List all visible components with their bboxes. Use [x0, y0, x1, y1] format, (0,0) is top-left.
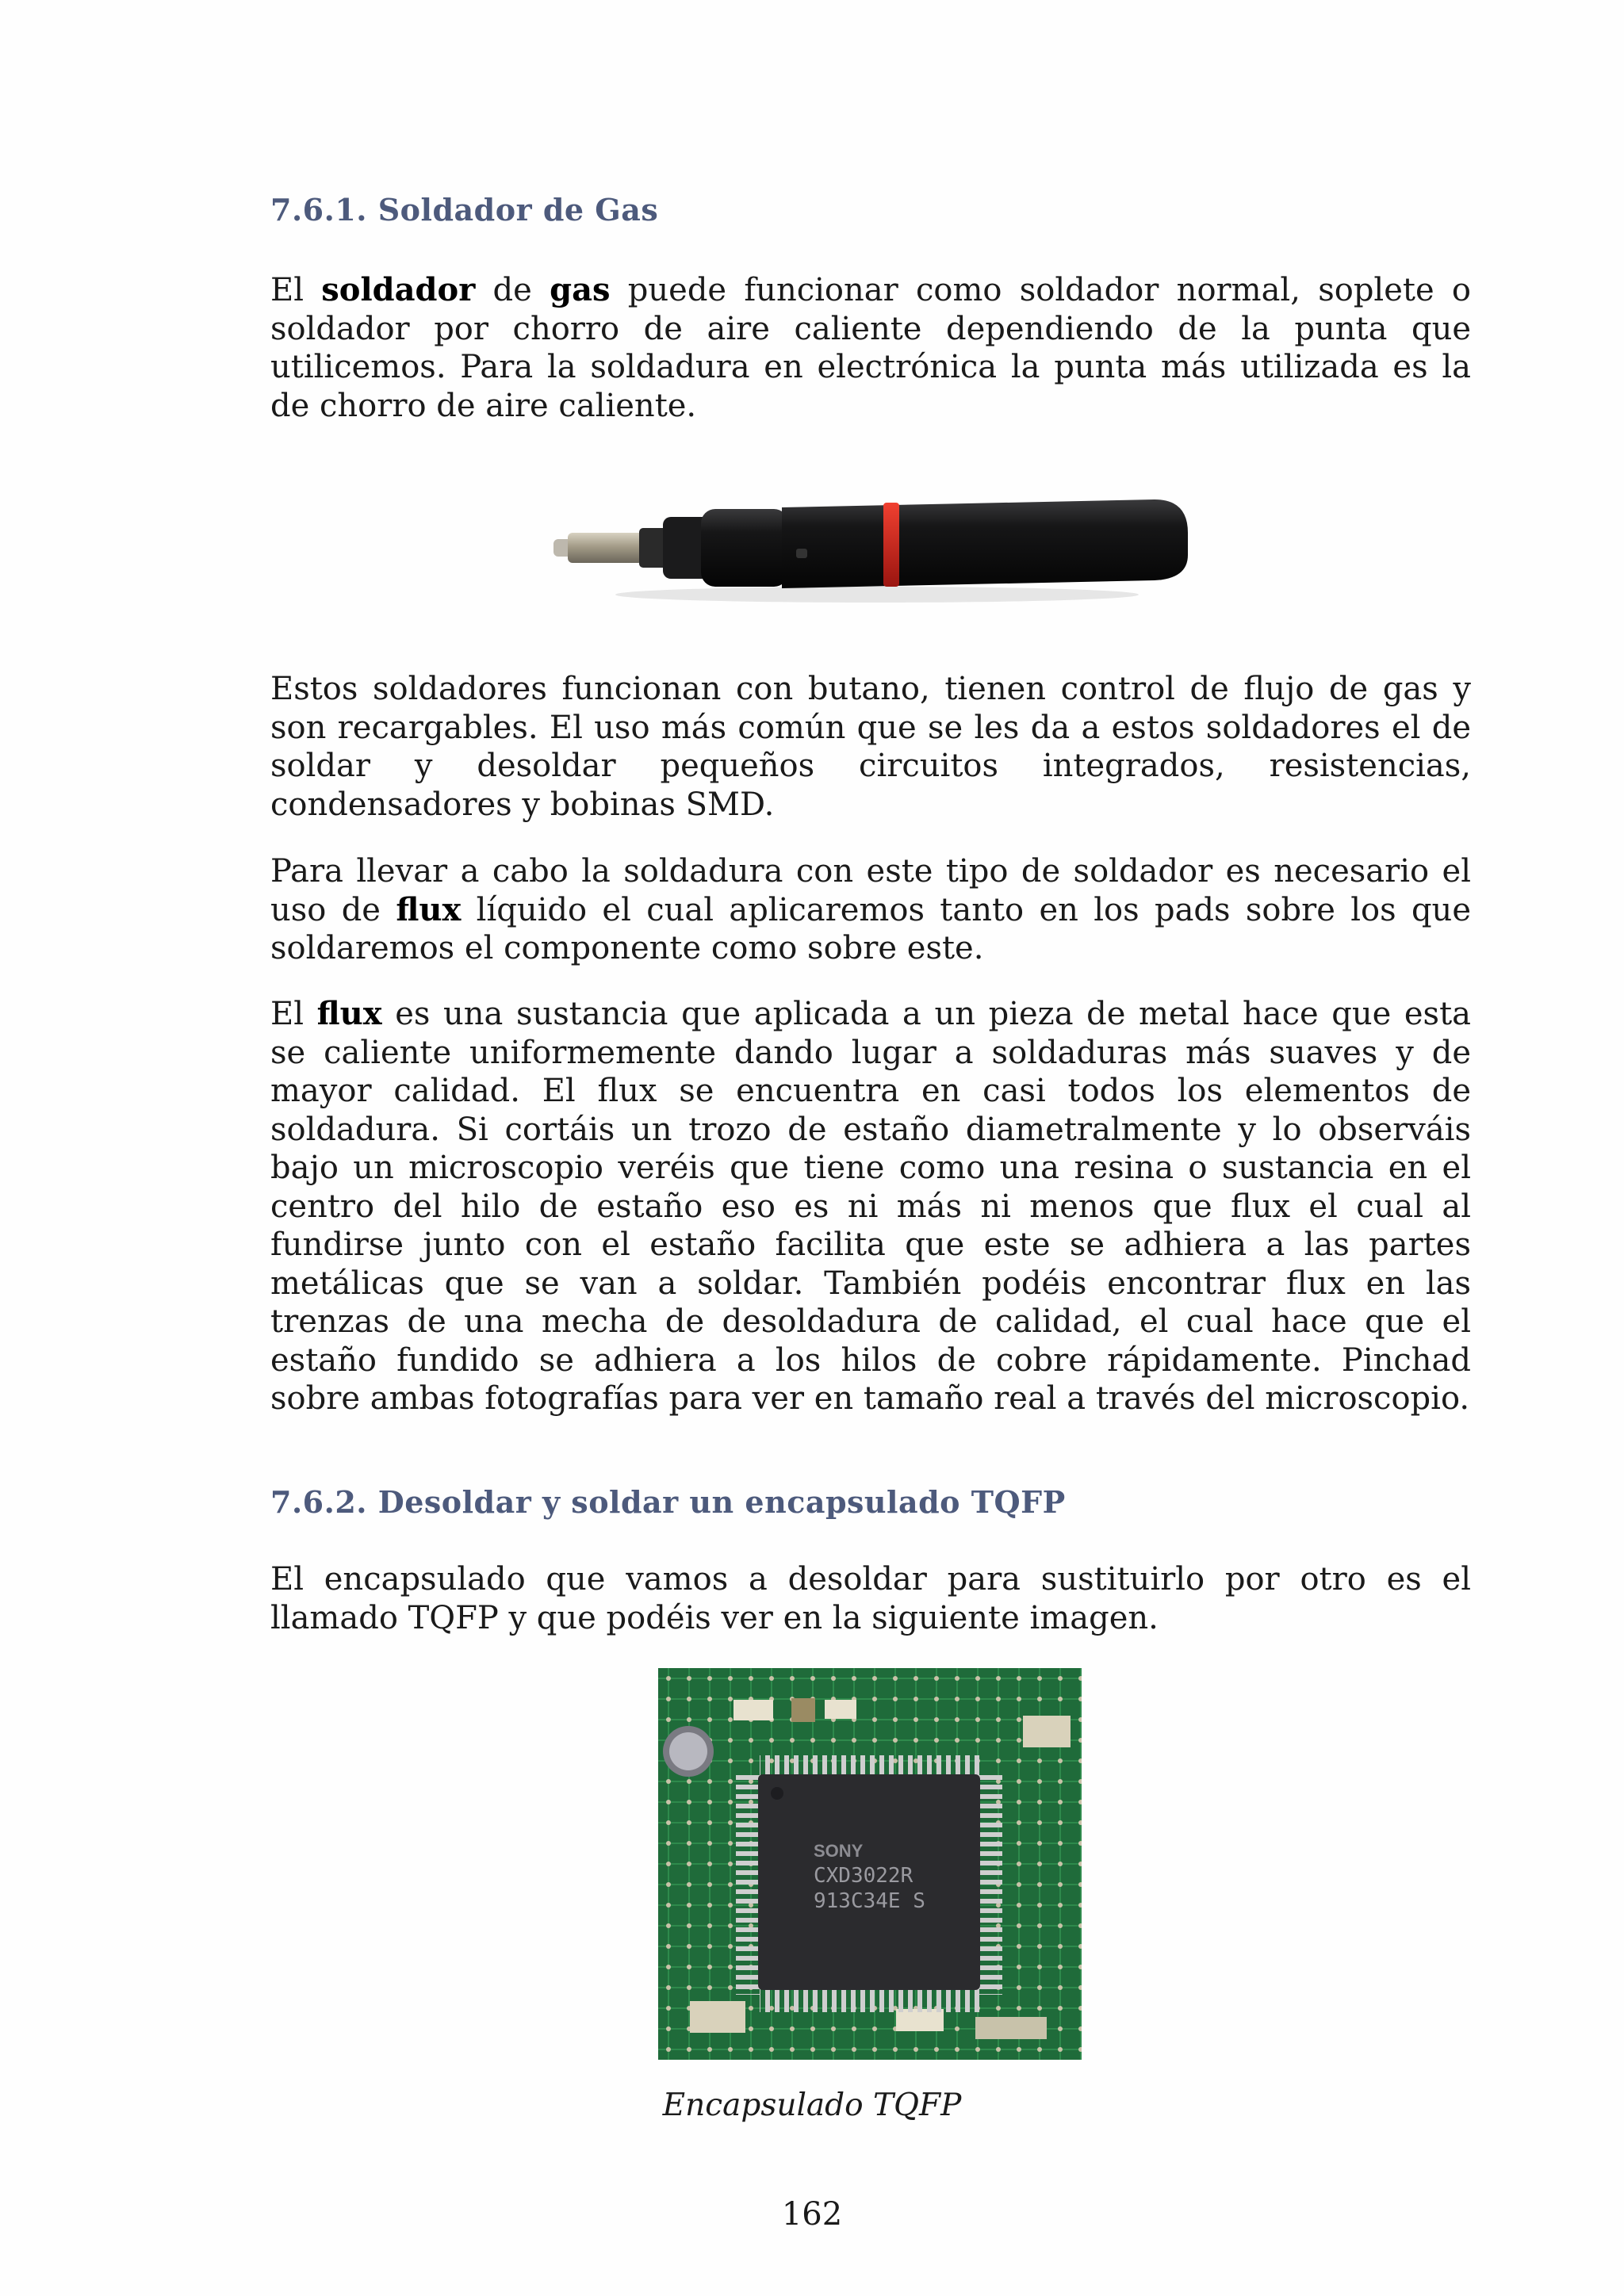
tqfp-chip-image — [658, 1668, 1082, 2060]
section-heading: 7.6.1. Soldador de Gas — [270, 192, 659, 228]
paragraph — [270, 852, 1471, 968]
gas-soldering-iron-image — [544, 476, 1194, 610]
bold-term: gas — [550, 271, 611, 308]
bold-term: flux — [316, 995, 382, 1032]
section-2 — [270, 1484, 1471, 1520]
chip-brand: SONY — [814, 1841, 864, 1861]
paragraph — [270, 271, 1471, 425]
paragraph-text: El encapsulado que vamos a desoldar para sustituirlo por otro es el llamado TQFP y que podéis ver en la siguiente imagen. — [270, 1561, 1471, 1636]
chip-model: CXD3022R — [814, 1864, 914, 1888]
chip-code: 913C34E S — [814, 1889, 925, 1913]
paragraph-text: El soldador de gas puede funcionar como soldador normal, soplete o soldador por chorro de aire caliente dependiendo de la punta que utilicemos. Para la soldadura en electrónica la punta más utilizada es la de chorro de aire caliente. — [270, 271, 1471, 424]
bold-term: flux — [396, 890, 462, 928]
section-heading: 7.6.2. Desoldar y soldar un encapsulado TQFP — [270, 1484, 1066, 1520]
paragraph — [270, 670, 1471, 824]
paragraph-text: Estos soldadores funcionan con butano, tienen control de flujo de gas y son recargables. El uso más común que se les da a estos soldadores el de soldar y desoldar pequeños circuitos integrados, resistencias, condensadores y bobinas SMD. — [270, 671, 1471, 823]
bold-term: soldador — [321, 271, 476, 308]
paragraph — [270, 1560, 1471, 1637]
page-number: 162 — [781, 2196, 843, 2233]
section-1 — [270, 192, 1471, 228]
figure-caption: Encapsulado TQFP — [662, 2087, 962, 2123]
paragraph-text: El flux es una sustancia que aplicada a un pieza de metal hace que esta se caliente uniformemente dando lugar a soldaduras más suaves y de mayor calidad. El flux se encuentra en casi todos los elementos de soldadura. Si cortáis un trozo de estaño diametralmente y lo observáis bajo un microscopio veréis que tiene como una resina o sustancia en el centro del hilo de estaño eso es ni más ni menos que flux el cual al fundirse junto con el estaño facilita que este se adhiera a las partes metálicas que se van a soldar. También podéis encontrar flux en las trenzas de una mecha de desoldadura de calidad, el cual hace que el estaño fundido se adhiera a los hilos de cobre rápidamente. Pinchad sobre ambas fotografías para ver en tamaño real a través del microscopio. — [270, 995, 1471, 1417]
paragraph-text: Para llevar a cabo la soldadura con este tipo de soldador es necesario el uso de flux líquido el cual aplicaremos tanto en los pads sobre los que soldaremos el componente como sobre este. — [270, 853, 1471, 966]
paragraph — [270, 995, 1471, 1418]
